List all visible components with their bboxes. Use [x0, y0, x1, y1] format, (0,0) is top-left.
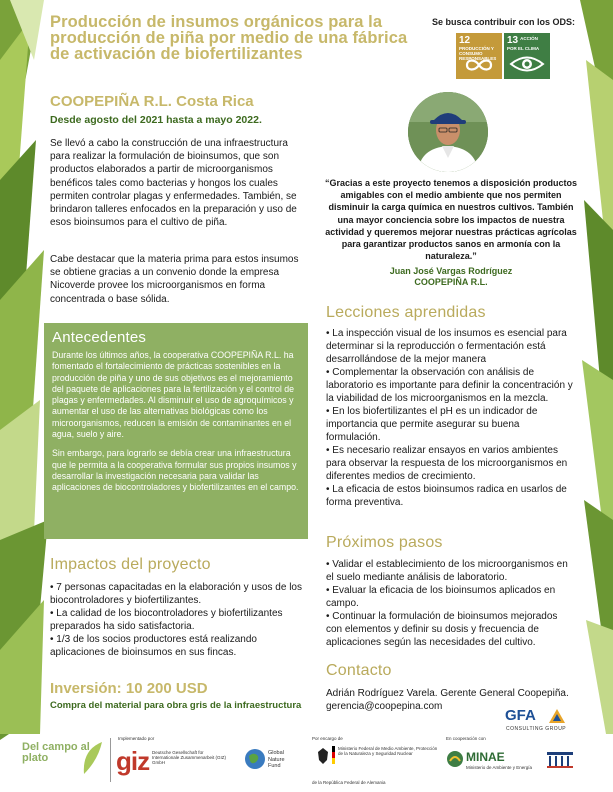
contacto-block [326, 687, 576, 713]
list-item: • La inspección visual de los insumos es esencial para determinar si la reproducción o fermentación está desarrollándose de la mejor manera [326, 328, 567, 365]
infinity-icon [459, 55, 499, 75]
encargo-label: Por encargo de [312, 736, 343, 741]
footer-logos [0, 734, 613, 792]
minae-emblem-icon [446, 750, 464, 768]
giz-full-name: Deutsche Gesellschaft für Internationale Zusammenarbeit (GIZ) GmbH [152, 750, 227, 766]
ods-13-number: 13 [507, 35, 519, 46]
list-item: • 1/3 de los socios productores está realizando aplicaciones de bioinsumos en sus fincas. [50, 634, 257, 658]
eye-globe-icon [507, 53, 547, 75]
giz-logo: giz [116, 746, 150, 776]
author-org: COOPEPIÑA R.L. [414, 277, 488, 287]
contacto-heading: Contacto [326, 662, 392, 679]
footer-divider [110, 738, 111, 782]
antecedentes-box [44, 323, 308, 539]
german-flag-bar [332, 746, 335, 764]
author-name: Juan José Vargas Rodríguez [389, 266, 513, 276]
intro-paragraph-1: Se llevó a cabo la construcción de una infraestructura para realizar la formulación de bioinsumos, que son productos elaborados a partir de microorganismos benéficos tales como bacterias y hongos los cuales permiten controlar plagas y enfermedades. También, se brindaron talleres enfocados en la preparación y uso de esos bioinsumos para el cultivo de piña. [50, 138, 297, 229]
organization-name: COOPEPIÑA R.L. Costa Rica [50, 93, 254, 110]
contact-email-link[interactable]: gerencia@coopepina.com [326, 701, 443, 712]
intro-paragraph-2: Cabe destacar que la materia prima para estos insumos se obtiene gracias a un convenio donde la empresa Nicoverde provee los microorganismos en forma concentrada o base sólida. [50, 254, 299, 305]
ministerio-label: Ministerio Federal de Medio Ambiente, Protección de la Naturaleza y Seguridad Nuclear [338, 746, 438, 757]
list-item: • En los biofertilizantes el pH es un indicador de importancia que permite asegurar su buena formulación. [326, 406, 538, 443]
list-item: • Validar el establecimiento de los microorganismos en el suelo mediante análisis de laboratorio. [326, 559, 568, 583]
gfa-triangle-icon [548, 708, 566, 724]
gfa-logo: GFA [505, 707, 536, 724]
project-dates: Desde agosto del 2021 hasta a mayo 2022. [50, 114, 262, 126]
impactos-heading: Impactos del proyecto [50, 556, 211, 573]
gfa-subtitle: CONSULTING GROUP [506, 726, 567, 732]
minae-subtitle: Ministerio de Ambiente y Energía [466, 765, 533, 770]
cooperacion-label: En cooperación con [446, 736, 486, 741]
contact-name: Adrián Rodríguez Varela. Gerente General Coopepiña. [326, 688, 569, 699]
testimonial-quote: “Gracias a este proyecto tenemos a disposición productos amigables con el medio ambiente que nos permiten disminuir la carga química en nuestros cultivos. También una mayor conciencia sobre los impactos de nuestra actividad y queremos mejorar nuestras prácticas agrícolas para garantizar productos sanos en armonía con la naturaleza.” [324, 178, 578, 262]
list-item: • La eficacia de estos bioinsumos radica en usarlos de forma preventiva. [326, 484, 567, 508]
list-item: • Evaluar la eficacia de los bioinsumos aplicados en campo. [326, 585, 556, 609]
ods-12-text: PRODUCCIÓN Y CONSUMO RESPONSABLES [459, 46, 497, 61]
inversion-heading: Inversión: 10 200 USD [50, 680, 208, 697]
globe-icon [244, 748, 266, 770]
list-item: • Es necesario realizar ensayos en varios ambientes para observar la respuesta de los microorganismos en diferentes medios de crecimiento. [326, 445, 568, 482]
list-item: • Complementar la observación con análisis de laboratorio es importante para definir la concentración y la viabilidad de los microorganismos en la mezcla. [326, 367, 573, 404]
portrait-photo [408, 92, 488, 172]
leaf-swoosh-icon [80, 740, 106, 776]
implementado-label: Implementado por [118, 736, 155, 741]
campo-plato-logo: Del campo al plato [22, 741, 90, 764]
lecciones-list [326, 327, 576, 509]
antecedentes-paragraph-2: Sin embargo, para lograrlo se debía crear una infraestructura que le permita a la cooperativa formular sus propios insumos y desarrollar la investigación necesaria para validar las aplicaciones de biocontroladores y biofertilizantes en el campo. [52, 448, 299, 493]
ods-13-badge [504, 33, 550, 79]
ods-12-number: 12 [459, 35, 471, 46]
antecedentes-heading: Antecedentes [52, 329, 147, 346]
minae-logo: MINAE [466, 750, 505, 764]
ods-12-badge [456, 33, 502, 79]
lecciones-heading: Lecciones aprendidas [326, 304, 486, 321]
list-item: • La calidad de los biocontroladores y biofertilizantes preparados ha sido satisfactoria. [50, 608, 283, 632]
list-item: • Continuar la formulación de bioinsumos mejorados con elementos y definir su dosis y frecuencia de aplicaciones según las necesidades del cultivo. [326, 611, 558, 648]
proximos-list [326, 558, 576, 649]
government-building-icon [545, 748, 575, 770]
global-nature-fund-label: Global Nature Fund [268, 750, 285, 769]
impactos-list [50, 581, 310, 659]
inversion-subtitle: Compra del material para obra gris de la infraestructura [50, 700, 302, 711]
republica-label: de la República Federal de Alemania [312, 780, 386, 785]
ods-label: Se busca contribuir con los ODS: [432, 17, 576, 27]
antecedentes-paragraph-1: Durante los últimos años, la cooperativa COOPEPIÑA R.L. ha fomentado el fortalecimiento de prácticas sostenibles en la producción de piña y uno de sus objetivos es el mejoramiento del paquete de aplicaciones para la fertilización y el control de plagas y enfermedades. Al disminuir el uso de agroquímicos y aumentar el uso de las alternativas biológicas como los microorganismos, reducen la emisión de contaminantes en el agua, suelo y aire. [52, 350, 295, 440]
proximos-heading: Próximos pasos [326, 534, 443, 551]
page-title: Producción de insumos orgánicos para la producción de piña por medio de una fábrica de activación de biofertilizantes [50, 13, 408, 63]
testimonial-author [320, 266, 582, 288]
list-item: • 7 personas capacitadas en la elaboración y usos de los biocontroladores y biofertilizantes. [50, 582, 302, 606]
ods-13-text: ACCIÓN POR EL CLIMA [507, 36, 540, 51]
german-eagle-icon [316, 746, 330, 766]
person-portrait-icon [408, 92, 488, 172]
